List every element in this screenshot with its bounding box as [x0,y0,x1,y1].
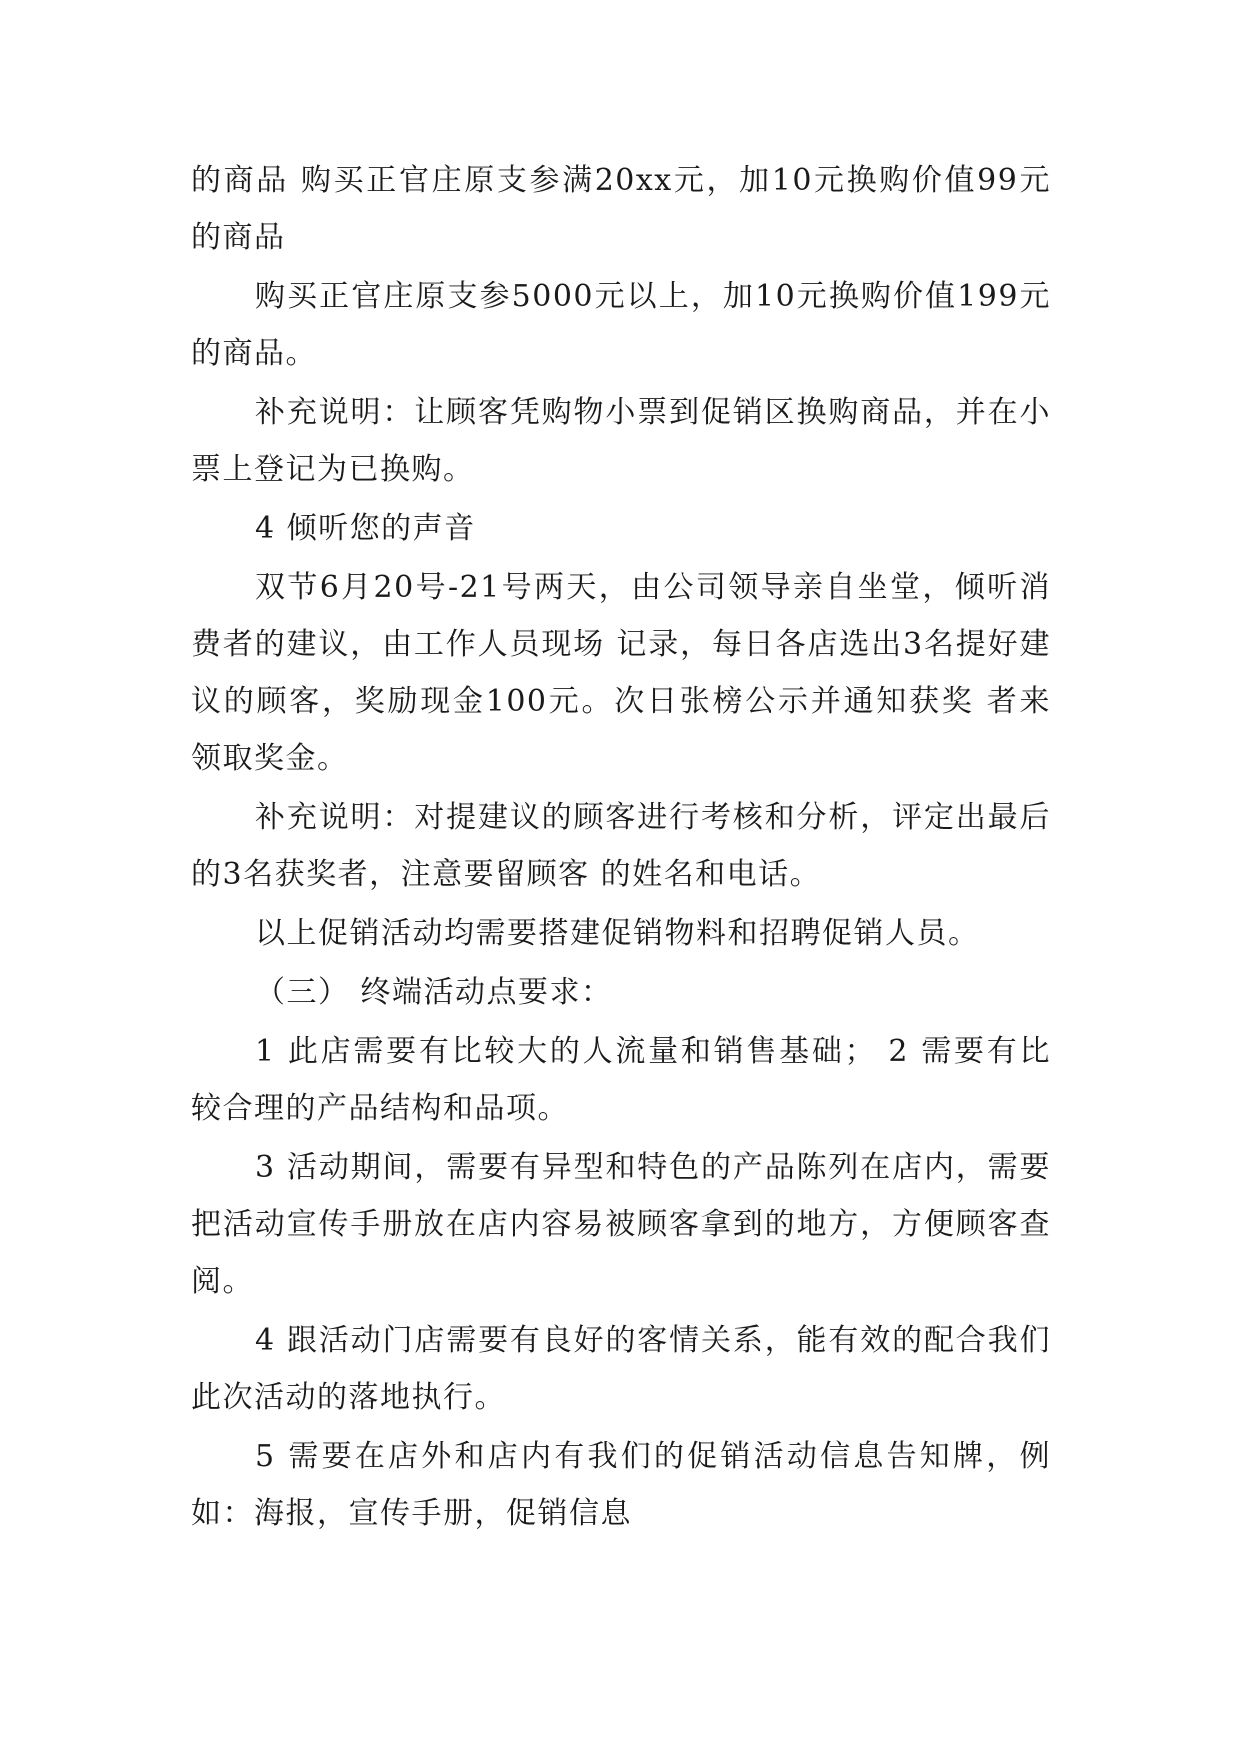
paragraph: 4 跟活动门店需要有良好的客情关系，能有效的配合我们此次活动的落地执行。 [191,1323,1051,1415]
paragraph: 1 此店需要有比较大的人流量和销售基础； 2 需要有比较合理的产品结构和品项。 [191,1034,1051,1126]
paragraph: 3 活动期间，需要有异型和特色的产品陈列在店内，需要把活动宣传手册放在店内容易被顾客拿到的地方，方便顾客查阅。 [191,1150,1051,1299]
paragraph: 的商品 购买正官庄原支参满20xx元，加10元换购价值99元的商品 [191,163,1051,255]
section-heading: （三） 终端活动点要求： [255,975,613,1010]
paragraph: 双节6月20号-21号两天，由公司领导亲自坐堂，倾听消费者的建议，由工作人员现场 记录，每日各店选出3名提好建议的顾客，奖励现金100元。次日张榜公示并通知获奖 者来领取奖金。 [191,570,1051,776]
paragraph: 补充说明：让顾客凭购物小票到促销区换购商品，并在小票上登记为已换购。 [191,395,1051,487]
paragraph: 以上促销活动均需要搭建促销物料和招聘促销人员。 [255,916,980,951]
document-page [191,152,1051,1544]
paragraph: 5 需要在店外和店内有我们的促销活动信息告知牌，例如：海报，宣传手册，促销信息 [191,1439,1051,1531]
paragraph: 购买正官庄原支参5000元以上，加10元换购价值199元的商品。 [191,279,1051,371]
section-heading: 4 倾听您的声音 [255,511,476,546]
paragraph: 补充说明：对提建议的顾客进行考核和分析，评定出最后的3名获奖者，注意要留顾客 的姓名和电话。 [191,800,1051,892]
